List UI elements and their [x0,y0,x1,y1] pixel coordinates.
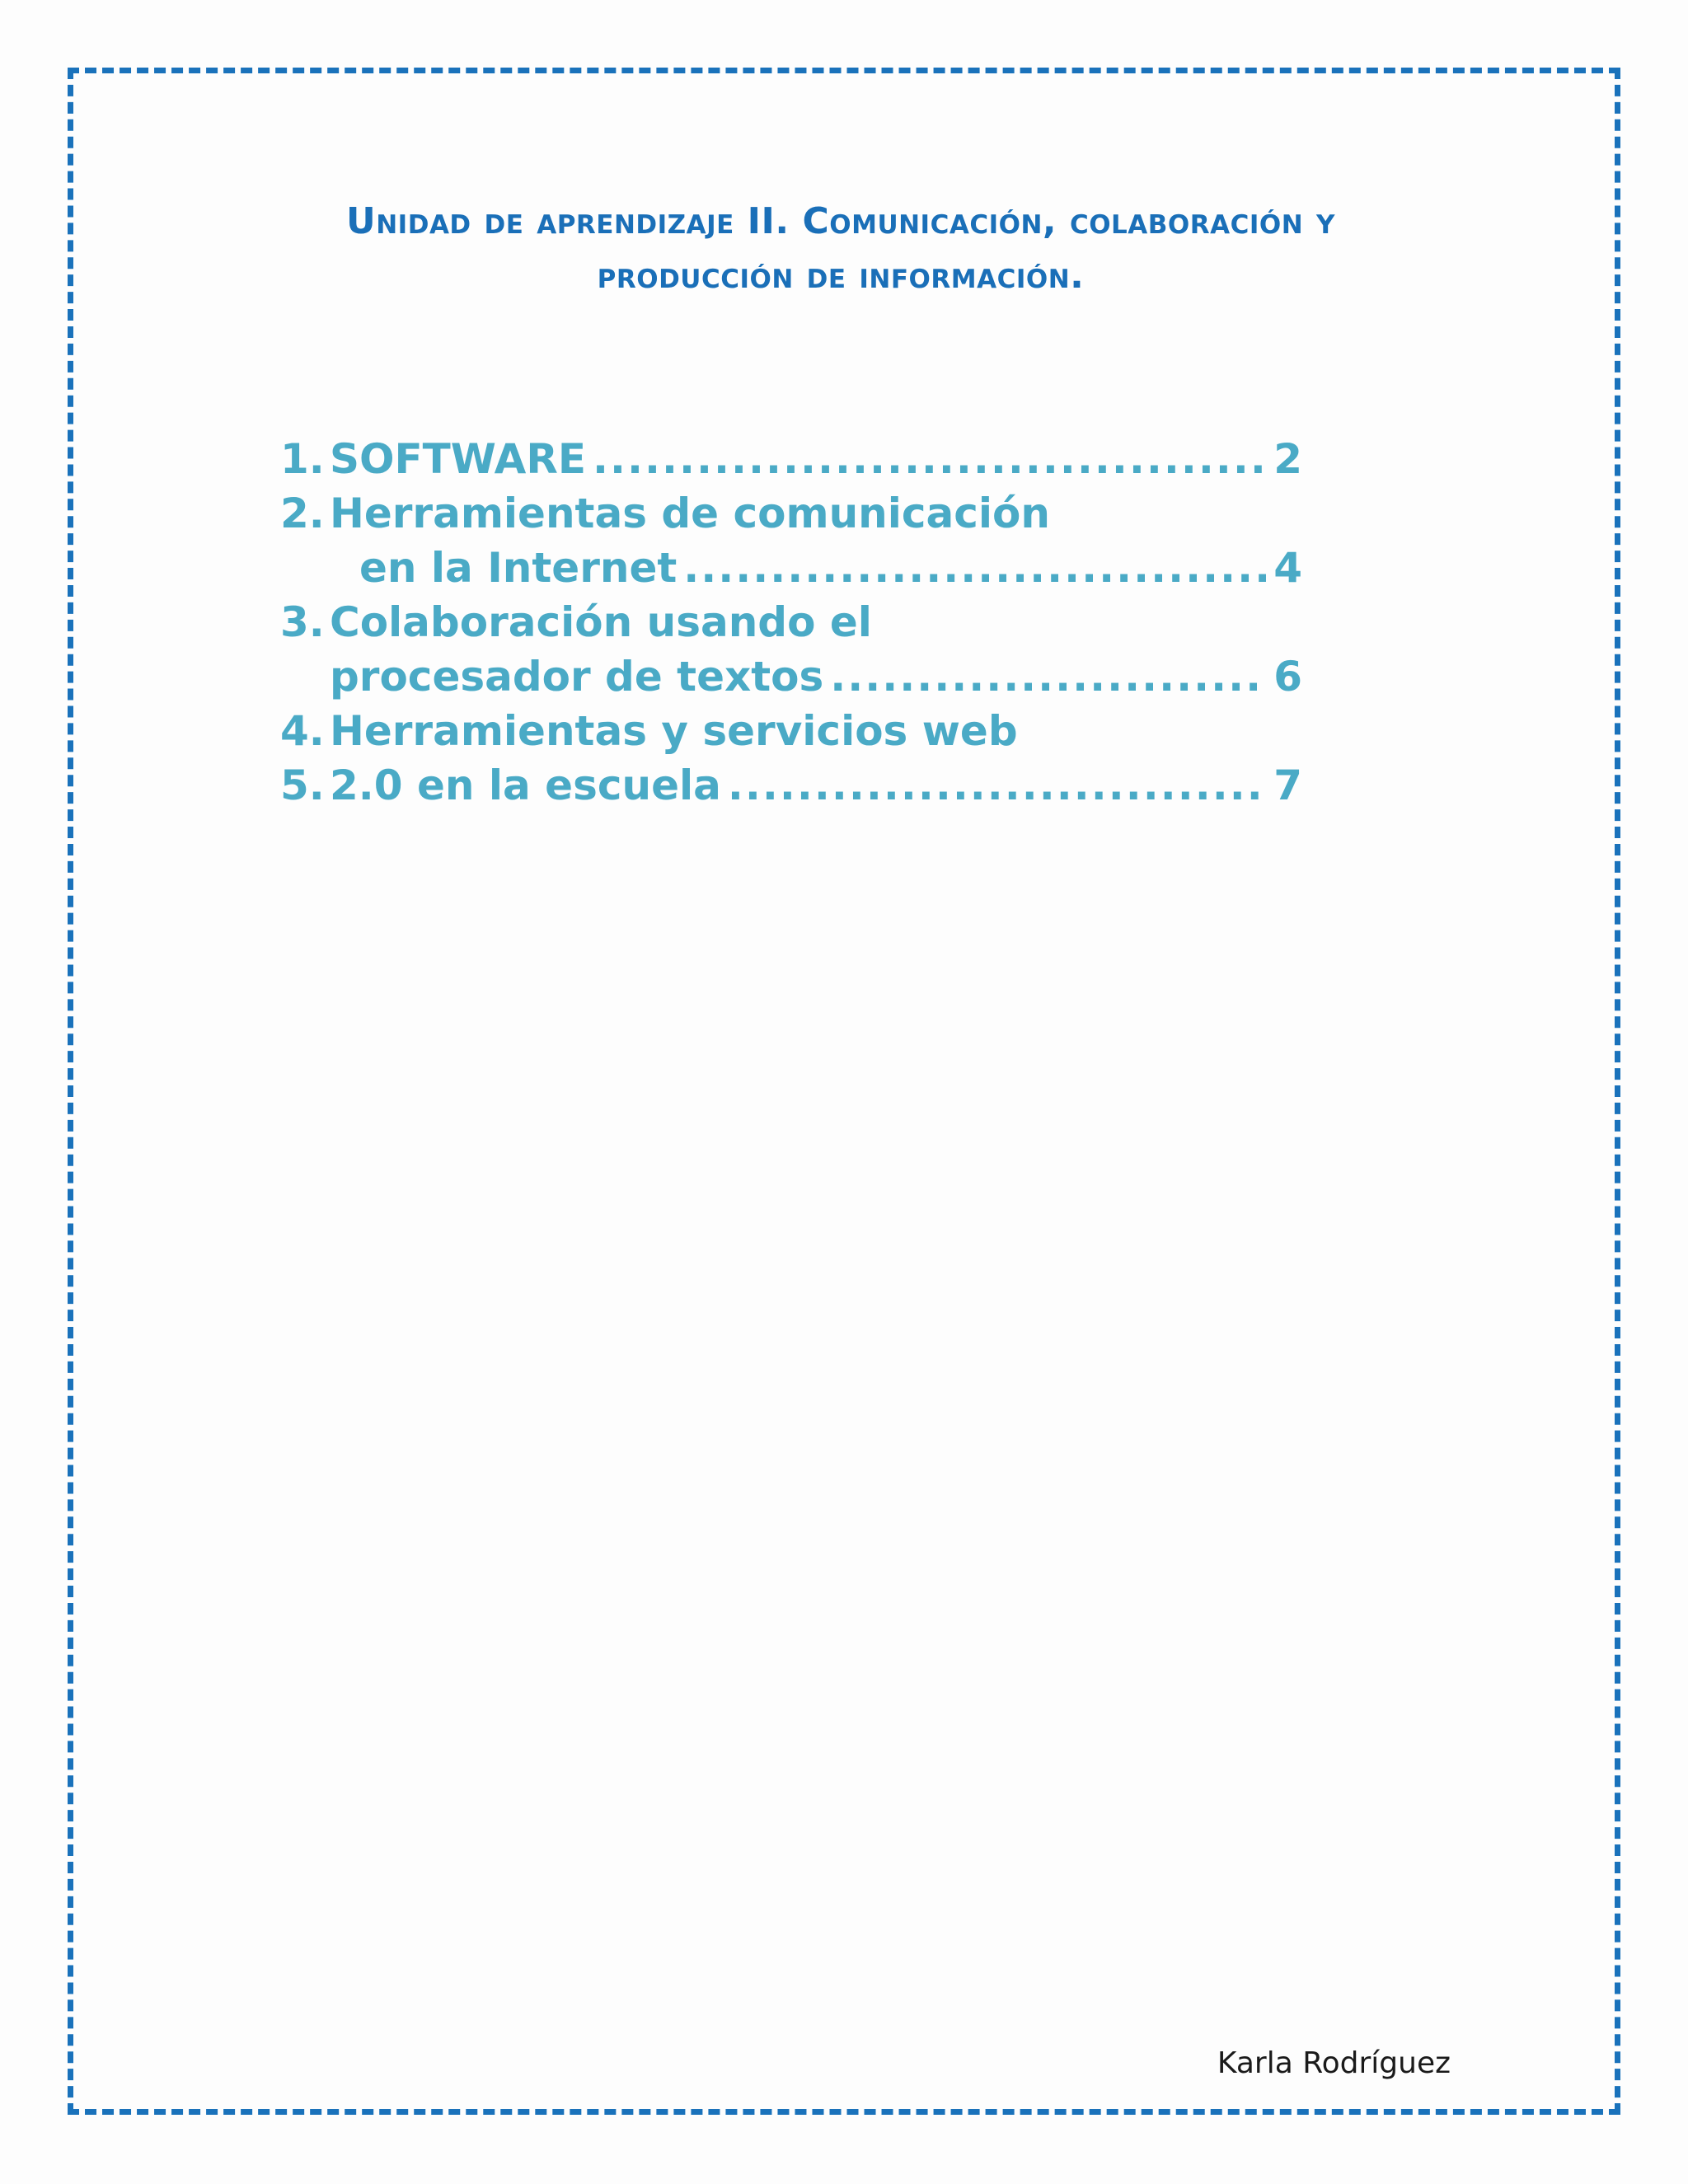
toc-entry-text: 2.0 en la escuela [330,762,721,809]
dashed-page-border [68,68,1620,2115]
toc-entry-page: 6 [1273,653,1302,701]
toc-entry-herramientas-servicios[interactable] [280,704,1302,758]
toc-entry-number: 5. [280,762,325,809]
author-name: Karla Rodríguez [1217,2046,1451,2080]
toc-entry-text: procesador de textos [330,653,824,701]
toc-entry-number: 4. [280,707,325,755]
toc-entry-page: 4 [1273,544,1302,592]
toc-entry-text: en la Internet [359,544,678,592]
toc-leader-dots [683,541,1267,595]
toc-entry-number: 3. [280,598,325,646]
toc-leader-dots [830,649,1267,704]
toc-entry-escuela[interactable] [280,758,1302,813]
toc-leader-dots [593,432,1267,486]
title-line-1: Unidad de aprendizaje II. Comunicación, colaboración y [346,200,1335,242]
toc-entry-text: Herramientas y servicios web [330,707,1018,755]
toc-entry-page: 7 [1273,762,1302,809]
title-line-2: producción de información. [597,255,1085,297]
toc-entry-number: 1. [280,435,325,483]
table-of-contents [280,432,1302,813]
page-title [214,194,1467,303]
toc-entry-text: Herramientas de comunicación [330,490,1050,537]
toc-entry-number: 2. [280,490,325,537]
toc-entry-en-la-internet[interactable] [280,541,1302,595]
toc-entry-text: SOFTWARE [330,435,587,483]
toc-entry-herramientas-comunicacion[interactable] [280,486,1302,541]
toc-entry-colaboracion[interactable] [280,595,1302,649]
toc-leader-dots [728,758,1267,813]
toc-entry-software[interactable] [280,432,1302,486]
toc-entry-page: 2 [1273,435,1302,483]
toc-entry-procesador-textos[interactable] [280,649,1302,704]
toc-entry-text: Colaboración usando el [330,598,872,646]
